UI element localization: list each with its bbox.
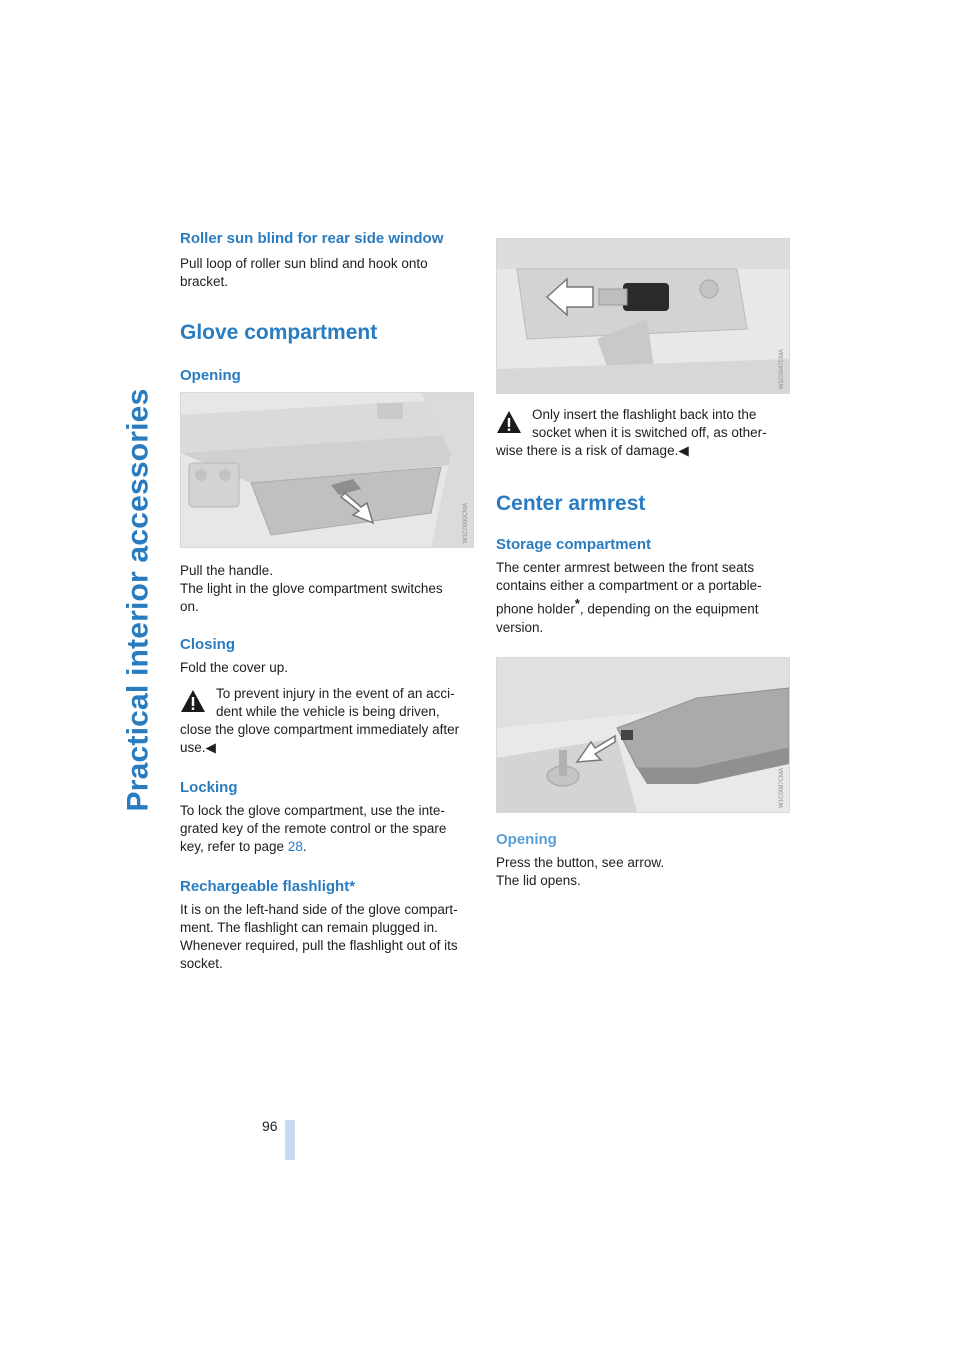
closing-warning: To prevent injury in the event of an acci- dent while the vehicle is being driven, close the glove compartment immediately after use.◀ <box>180 686 460 755</box>
center-armrest-figure <box>496 657 790 813</box>
left-column <box>180 230 476 973</box>
locking-heading: Locking <box>180 779 238 796</box>
page-number: 96 <box>262 1118 278 1134</box>
warning-icon <box>496 410 522 434</box>
flashlight-heading: Rechargeable flashlight* <box>180 878 356 895</box>
storage-compartment-heading: Storage compartment <box>496 536 652 553</box>
roller-blind-heading: Roller sun blind for rear side window <box>180 230 444 247</box>
center-armrest-heading: Center armrest <box>496 492 646 515</box>
glove-compartment-figure <box>180 392 474 548</box>
chapter-side-title: Practical interior accessories <box>121 388 155 812</box>
flashlight-warning: Only insert the flashlight back into the socket when it is switched off, as other- wise there is a risk of damage.◀ <box>496 407 767 458</box>
glove-compartment-illustration <box>181 393 473 547</box>
flashlight-figure <box>496 238 790 394</box>
figure-code: W1C0047CMA <box>779 348 785 389</box>
opening-text: Pull the handle. The light in the glove compartment switches on. <box>180 563 443 614</box>
figure-code: W1C0090CMA <box>463 502 469 543</box>
page-28-link[interactable]: 28 <box>287 839 303 854</box>
locking-text: To lock the glove compartment, use the inte- grated key of the remote control or the spare key, refer to page 28. <box>180 803 447 854</box>
armrest-opening-heading: Opening <box>496 830 557 848</box>
flashlight-text: It is on the left-hand side of the glove compart- ment. The flashlight can remain plugged in. Whenever required, pull the flashlight out of its socket. <box>180 902 458 971</box>
armrest-opening-text: Press the button, see arrow. The lid opens. <box>496 854 665 888</box>
armrest-illustration <box>497 658 789 812</box>
glove-compartment-heading: Glove compartment <box>180 321 378 344</box>
flashlight-illustration <box>497 239 789 393</box>
warning-icon <box>180 689 206 713</box>
page-number-bar <box>285 1120 295 1160</box>
right-column <box>496 238 792 890</box>
closing-text: Fold the cover up. <box>180 660 289 675</box>
figure-code: W1C0087CMA <box>779 767 785 808</box>
roller-blind-text: Pull loop of roller sun blind and hook onto bracket. <box>180 256 428 289</box>
opening-heading: Opening <box>180 367 241 384</box>
closing-heading: Closing <box>180 636 235 653</box>
storage-text: The center armrest between the front seats contains either a compartment or a portable- phone holder*, depending on the equipment version. <box>496 560 762 635</box>
